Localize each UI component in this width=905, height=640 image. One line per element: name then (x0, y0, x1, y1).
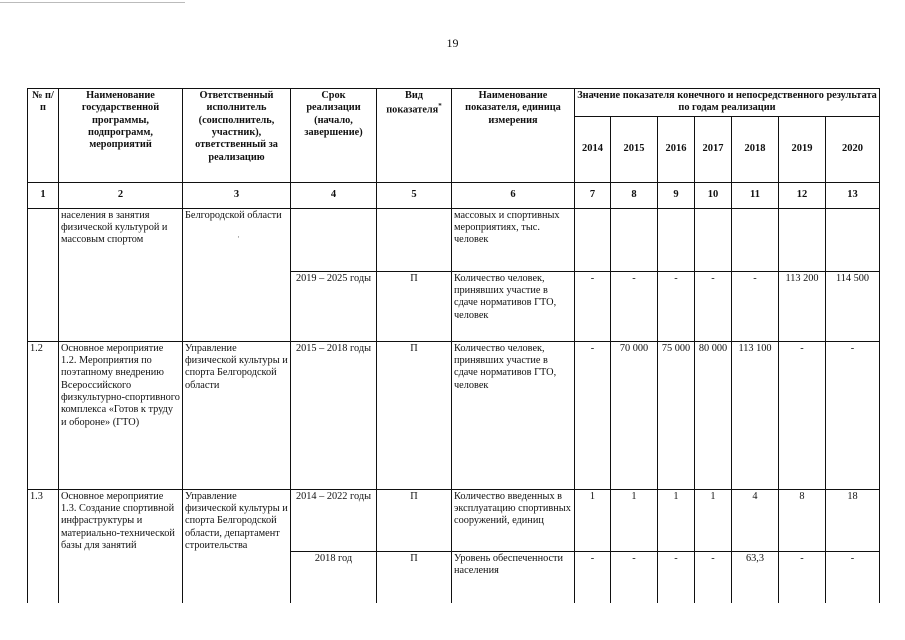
indicator-name: массовых и спортивных мероприятиях, тыс. человек (452, 208, 575, 271)
executor: Управление физической культуры и спорта Белгородской области (183, 341, 291, 489)
row-number (28, 208, 59, 341)
value-2020: - (826, 551, 880, 603)
col-number: 7 (575, 182, 611, 208)
indicator-name: Уровень обеспеченности населения (452, 551, 575, 603)
program-name: Основное мероприятие 1.2. Мероприятия по поэтапному внедрению Всероссийского физкультурно-спортивного комплекса «Готов к труду и обороне» (ГТО) (59, 341, 183, 489)
value-2019: - (779, 551, 826, 603)
value-2016: - (658, 551, 695, 603)
year-2018: 2018 (732, 116, 779, 182)
header-num: № п/п (28, 89, 59, 183)
value-2019: 8 (779, 489, 826, 551)
value-2014: - (575, 551, 611, 603)
year-2014: 2014 (575, 116, 611, 182)
value-2016: 75 000 (658, 341, 695, 489)
value-2017: 1 (695, 489, 732, 551)
value-2015: 70 000 (611, 341, 658, 489)
value-2015: - (611, 551, 658, 603)
col-number: 4 (291, 182, 377, 208)
value-cell (826, 208, 880, 271)
value-2019: 113 200 (779, 271, 826, 341)
term: 2018 год (291, 551, 377, 603)
header-indicator-name: Наименование показателя, единица измерения (452, 89, 575, 183)
program-name: Основное мероприятие 1.3. Создание спортивной инфраструктуры и материально-технической базы для занятий (59, 489, 183, 603)
table-row (28, 341, 880, 489)
year-2015: 2015 (611, 116, 658, 182)
value-2014: - (575, 341, 611, 489)
indicator-type: П (377, 271, 452, 341)
value-2014: - (575, 271, 611, 341)
page-number: 19 (446, 36, 459, 50)
value-2015: 1 (611, 489, 658, 551)
col-number: 11 (732, 182, 779, 208)
stray-mark: · (237, 232, 240, 243)
header-executor: Ответственный исполнитель (соисполнитель, участник), ответственный за реализацию (183, 89, 291, 183)
term: 2019 – 2025 годы (291, 271, 377, 341)
year-2016: 2016 (658, 116, 695, 182)
col-number: 1 (28, 182, 59, 208)
year-2019: 2019 (779, 116, 826, 182)
value-2019: - (779, 341, 826, 489)
value-2014: 1 (575, 489, 611, 551)
value-2018: 113 100 (732, 341, 779, 489)
header-term: Срок реализации (начало, завершение) (291, 89, 377, 183)
value-2020: 18 (826, 489, 880, 551)
header-row (28, 89, 880, 117)
col-number: 10 (695, 182, 732, 208)
header-indicator-type-label: Вид показателя (386, 90, 439, 116)
col-number: 5 (377, 182, 452, 208)
value-cell (779, 208, 826, 271)
indicator-type: П (377, 551, 452, 603)
top-rule (0, 2, 185, 3)
col-number: 9 (658, 182, 695, 208)
value-cell (658, 208, 695, 271)
value-cell (575, 208, 611, 271)
executor-text: Белгородской области (185, 209, 282, 221)
col-number: 12 (779, 182, 826, 208)
value-cell (695, 208, 732, 271)
value-cell (732, 208, 779, 271)
indicator-name: Количество введенных в эксплуатацию спортивных сооружений, единиц (452, 489, 575, 551)
value-cell (611, 208, 658, 271)
value-2018: - (732, 271, 779, 341)
indicator-type: П (377, 341, 452, 489)
col-number: 13 (826, 182, 880, 208)
indicator-name: Количество человек, принявших участие в сдаче нормативов ГТО, человек (452, 271, 575, 341)
year-2017: 2017 (695, 116, 732, 182)
col-number: 8 (611, 182, 658, 208)
value-2016: 1 (658, 489, 695, 551)
indicator-type: П (377, 489, 452, 551)
value-2015: - (611, 271, 658, 341)
value-2017: - (695, 271, 732, 341)
footnote-mark: * (438, 102, 442, 111)
executor (183, 208, 291, 341)
term (291, 208, 377, 271)
value-2020: 114 500 (826, 271, 880, 341)
column-numbers-row (28, 182, 880, 208)
col-number: 2 (59, 182, 183, 208)
term: 2015 – 2018 годы (291, 341, 377, 489)
col-number: 3 (183, 182, 291, 208)
table-row (28, 489, 880, 551)
term: 2014 – 2022 годы (291, 489, 377, 551)
executor: Управление физической культуры и спорта Белгородской области, департамент строительства (183, 489, 291, 603)
value-2018: 63,3 (732, 551, 779, 603)
year-2020: 2020 (826, 116, 880, 182)
value-2017: 80 000 (695, 341, 732, 489)
indicator-name: Количество человек, принявших участие в сдаче нормативов ГТО, человек (452, 341, 575, 489)
value-2017: - (695, 551, 732, 603)
header-values-group: Значение показателя конечного и непосредственного результата по годам реализации (575, 89, 880, 117)
header-program-name: Наименование государственной программы, подпрограмм, мероприятий (59, 89, 183, 183)
value-2020: - (826, 341, 880, 489)
results-table (27, 88, 880, 603)
value-2018: 4 (732, 489, 779, 551)
header-indicator-type (377, 89, 452, 183)
row-number: 1.3 (28, 489, 59, 603)
col-number: 6 (452, 182, 575, 208)
indicator-type (377, 208, 452, 271)
value-2016: - (658, 271, 695, 341)
row-number: 1.2 (28, 341, 59, 489)
program-name: населения в занятия физической культурой и массовым спортом (59, 208, 183, 341)
table-row (28, 208, 880, 271)
